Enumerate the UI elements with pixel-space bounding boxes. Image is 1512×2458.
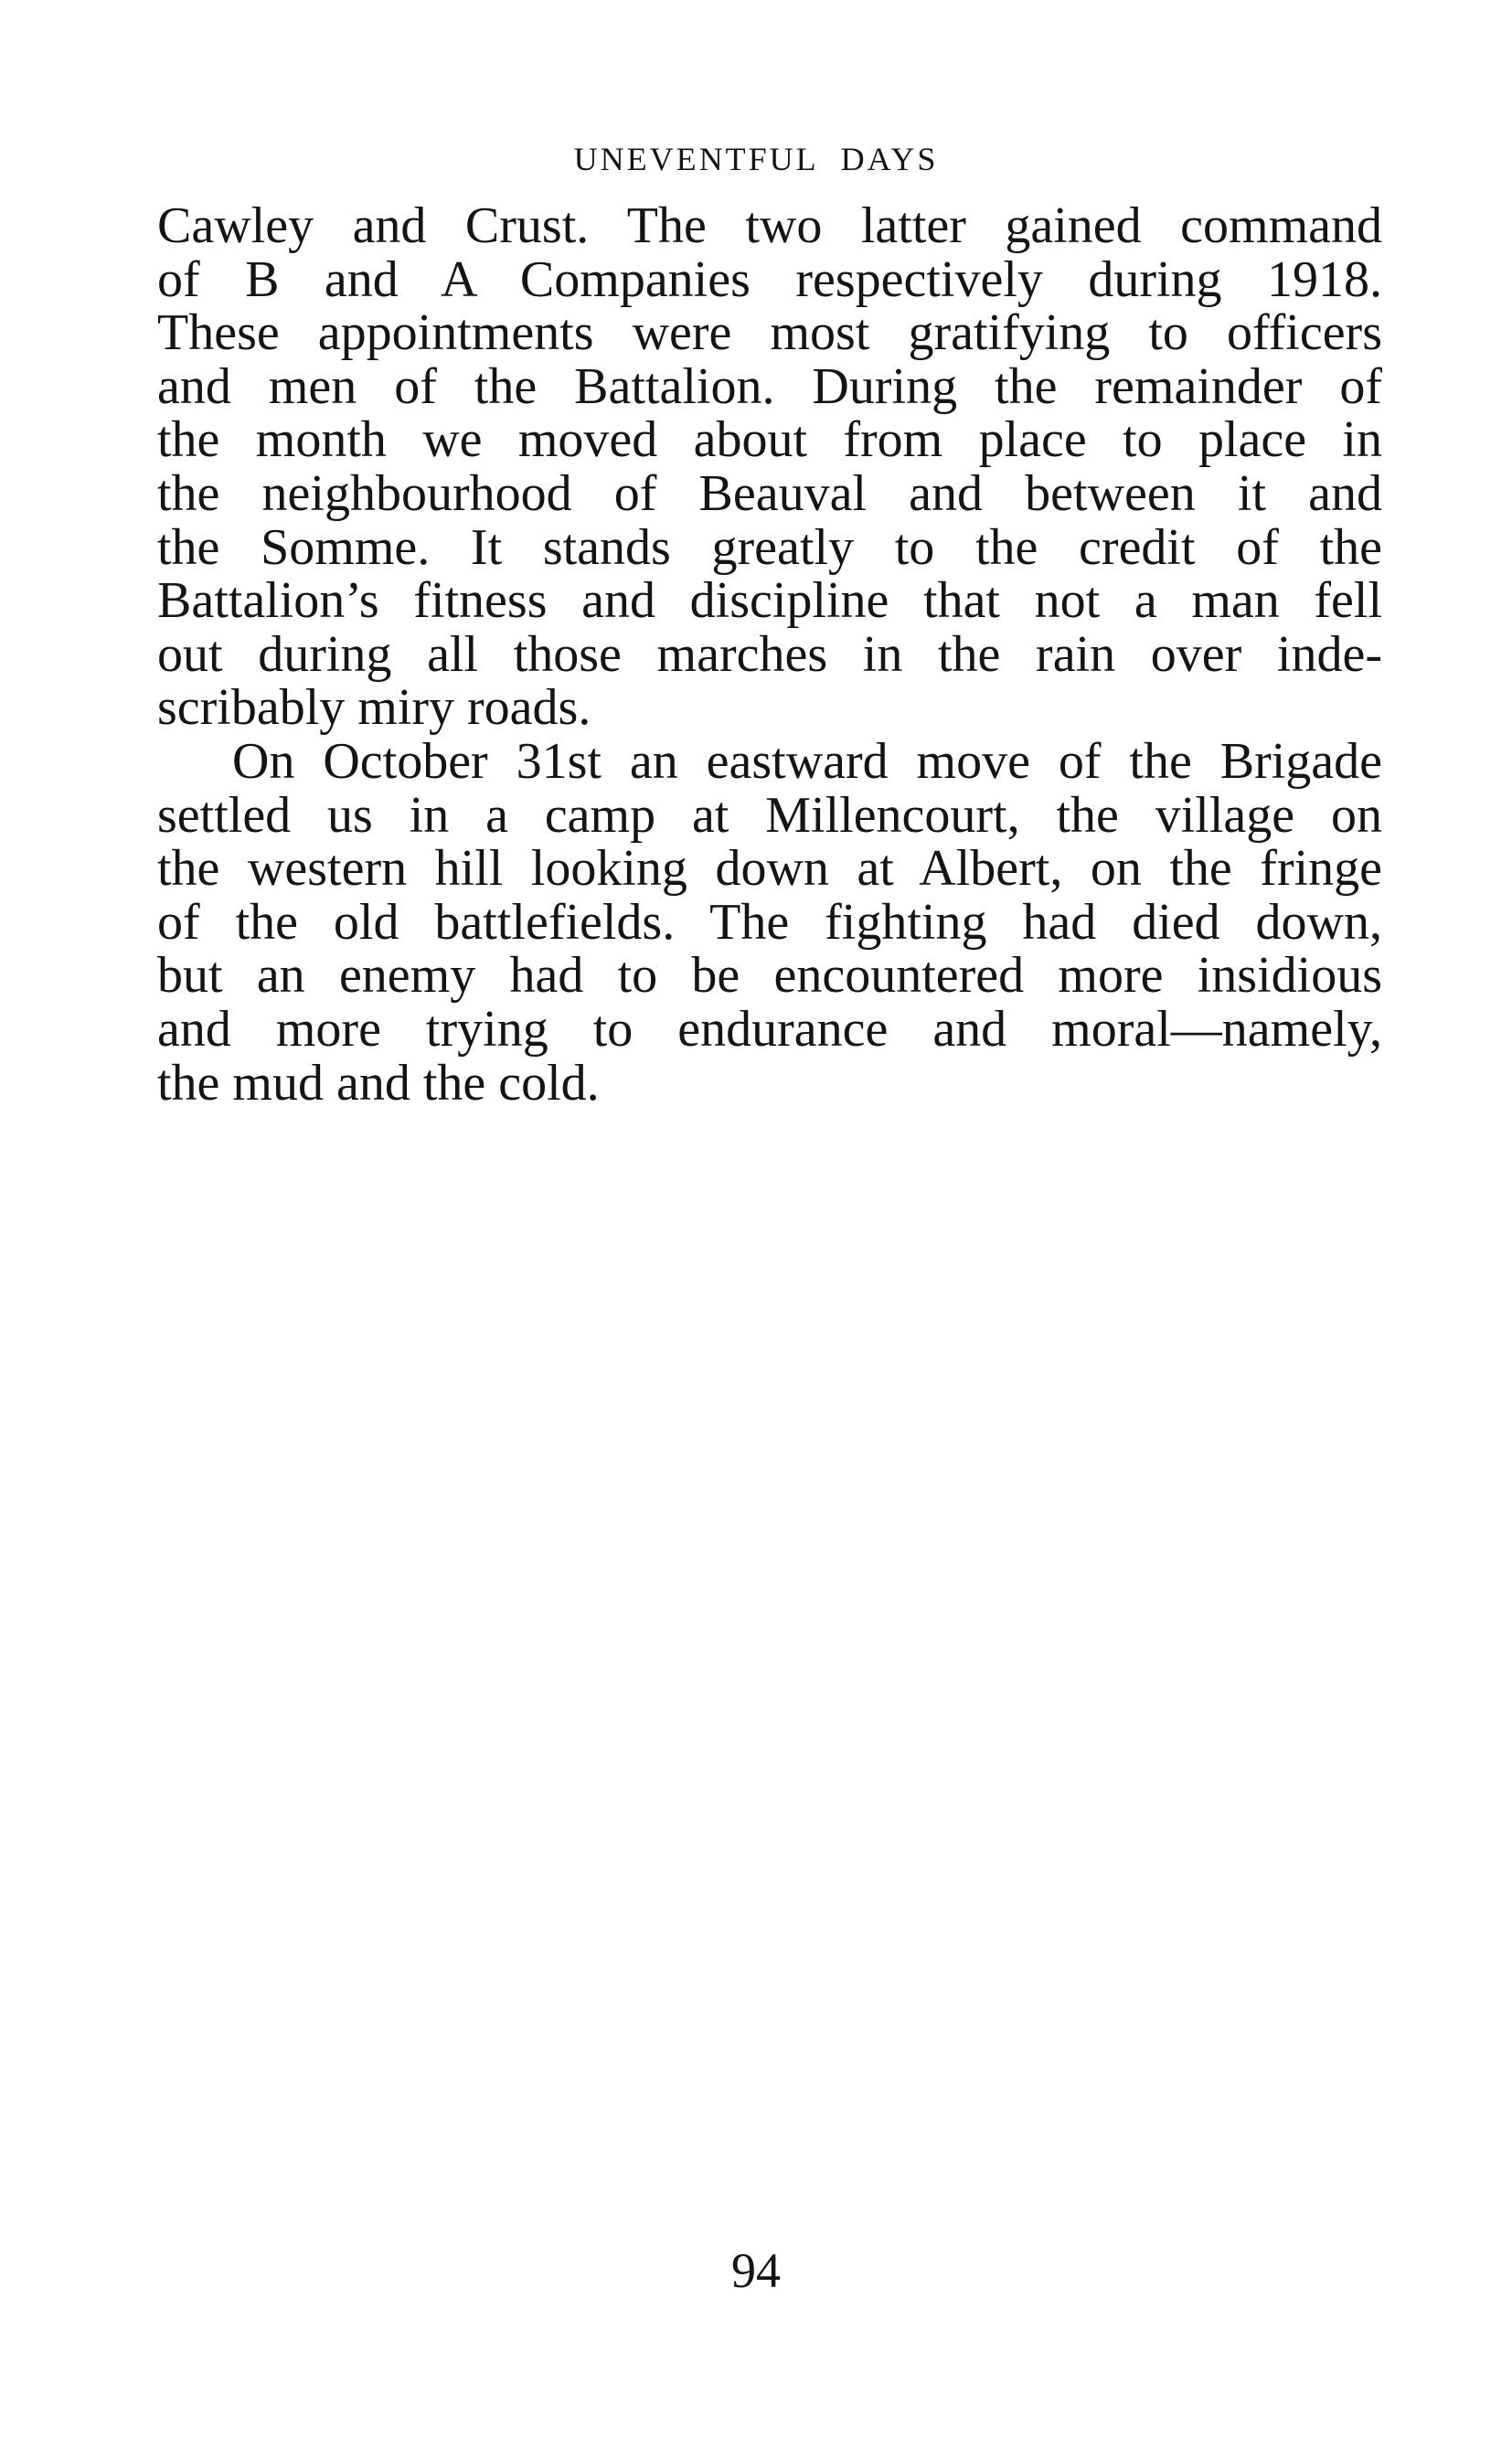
paragraph-2 [157, 732, 1382, 1112]
text-line: out during all those marches in the rain over inde- [157, 625, 1382, 683]
text-line: the western hill looking down at Albert, on the fringe [157, 840, 1382, 898]
text-line: of B and A Companies respectively during 1918. [157, 250, 1382, 308]
text-line: Cawley and Crust. The two latter gained command [157, 197, 1382, 254]
text-line: and men of the Battalion. During the remainder of [157, 357, 1382, 415]
text-line: the month we moved about from place to place in [157, 411, 1382, 469]
text-line: the mud and the cold. [157, 1054, 600, 1112]
running-head [0, 137, 1512, 181]
text-line: scribably miry roads. [157, 679, 591, 737]
page-number: 94 [731, 2243, 781, 2298]
running-head-word-1: UNEVENTFUL [573, 141, 819, 177]
paragraph-1 [157, 199, 1382, 735]
body-text [157, 199, 1382, 1110]
text-line: and more trying to endurance and moral—namely, [157, 1000, 1382, 1058]
text-line: of the old battlefields. The fighting had died down, [157, 893, 1382, 951]
text-line: the Somme. It stands greatly to the credit of the [157, 518, 1382, 576]
text-line: settled us in a camp at Millencourt, the village on [157, 786, 1382, 844]
text-line: These appointments were most gratifying to officers [157, 304, 1382, 362]
text-line: the neighbourhood of Beauval and between it and [157, 464, 1382, 522]
running-head-word-2: DAYS [840, 141, 939, 177]
text-line: Battalion’s fitness and discipline that not a man fell [157, 572, 1382, 630]
text-line: but an enemy had to be encountered more insidious [157, 947, 1382, 1005]
text-line: On October 31st an eastward move of the Brigade [232, 732, 1382, 790]
